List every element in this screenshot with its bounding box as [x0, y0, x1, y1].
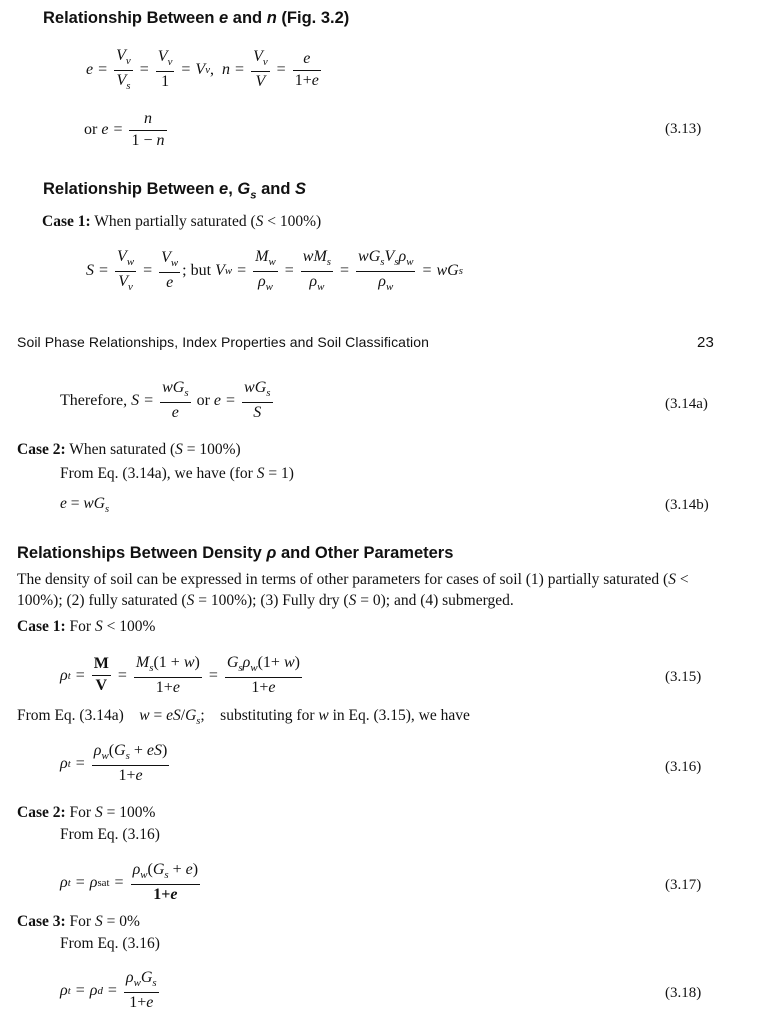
from-eq-3-14a-text: From Eq. (3.14a), we have (for S = 1): [60, 465, 294, 482]
case3-s-0-text: Case 3: For S = 0%: [17, 913, 140, 930]
equation-number: (3.14b): [665, 497, 709, 513]
section-heading-e-n: Relationship Between e and n (Fig. 3.2): [43, 9, 350, 27]
from-eq-3-14a-substitution-text: From Eq. (3.14a) $w = eS/G_s$; substituting for w in Eq. (3.15), we have: [17, 707, 470, 728]
page-number: 23: [697, 334, 714, 351]
equation-e-n-definition: e = $\frac{V_v}{V_s}$ = $\frac{V_v}{1}$ = V v , n = $\frac{V_v}{V}$ = $\frac{e}{1+e}$: [86, 47, 319, 92]
section-heading-density: Relationships Between Density ρ and Other Parameters: [17, 544, 454, 562]
equation-number: (3.15): [665, 669, 702, 685]
density-paragraph: The density of soil can be expressed in terms of other parameters for cases of soil (1) partially saturated (S < 100%); (2) fully saturated (S = 100%); (3) Fully dry (S = 0); and (4) submerged.: [17, 571, 689, 609]
equation-3-17: ρ t = ρ sat = $\frac{\rho_w(G_s + e)}{1+e}$: [60, 861, 199, 903]
case1-s-lt-100-text: Case 1: For S < 100%: [17, 618, 156, 635]
equation-3-14a: Therefore, S = $\frac{wG_s}{e}$ or e = $\frac{wG_s}{S}$: [60, 379, 271, 421]
equation-number: (3.17): [665, 877, 702, 893]
equation-number: (3.14a): [665, 396, 708, 412]
equation-3-16: ρ t = $\frac{\rho_w(G_s + eS)}{1+e}$: [60, 742, 168, 784]
equation-3-13: or e = $\frac{n}{1 - n}$: [84, 110, 165, 149]
from-eq-3-16-text: From Eq. (3.16): [60, 935, 160, 952]
from-eq-3-16-text: From Eq. (3.16): [60, 826, 160, 843]
running-header-title: Soil Phase Relationships, Index Properties and Soil Classification: [17, 334, 430, 350]
equation-3-14b: $e = wG_s$: [60, 495, 110, 516]
or-label: or: [84, 121, 98, 139]
case2-s-100-text: Case 2: For S = 100%: [17, 804, 156, 821]
equation-3-15: ρ t = $\frac{M}{V}$ = $\frac{M_s(1 + w)}{1+e}$ = $\frac{G_s\rho_w(1+ w)}{1+e}$: [60, 654, 300, 696]
equation-s-saturation: S = $\frac{V_w}{V_v}$ = $\frac{V_w}{e}$ ; but V w = $\frac{M_w}{\rho_w}$ = $\frac{wM_s}{\rho_w}$ = $\frac{wG_sV_s\rho_w}{\rho_w}$ = wG s: [86, 248, 463, 293]
but-label: but: [190, 262, 212, 280]
equation-3-18: ρ t = ρ d = $\frac{\rho_wG_s}{1+e}$: [60, 969, 157, 1011]
equation-number: (3.16): [665, 759, 702, 775]
case1-partially-saturated-text: Case 1: When partially saturated (S < 100%): [42, 213, 322, 230]
equation-number: (3.18): [665, 985, 702, 1001]
section-heading-e-gs-s: Relationship Between e, $G_s$ and S: [43, 180, 307, 202]
equation-number: (3.13): [665, 121, 702, 137]
therefore-label: Therefore,: [60, 391, 128, 409]
case2-saturated-text: Case 2: When saturated (S = 100%): [17, 441, 241, 458]
